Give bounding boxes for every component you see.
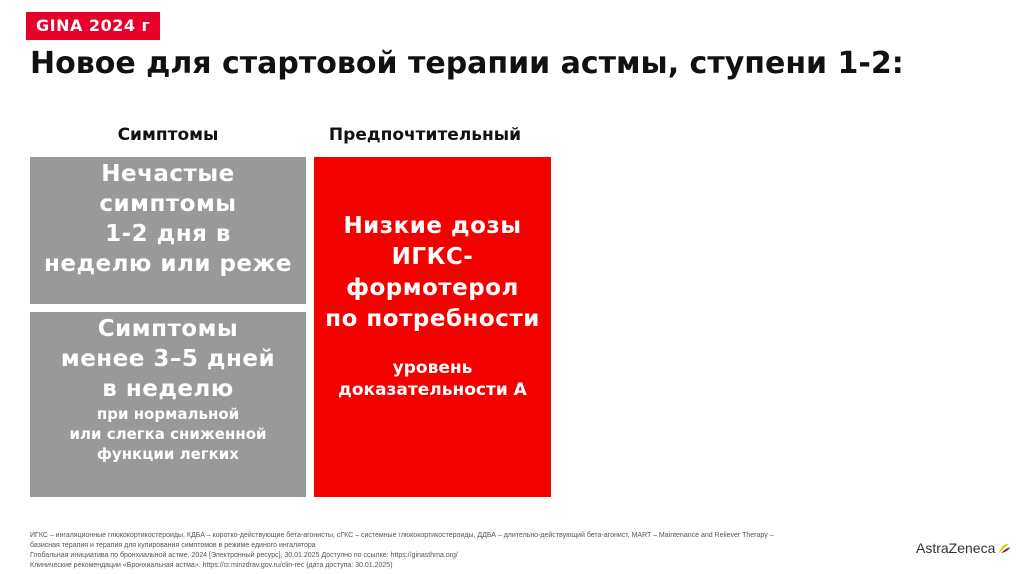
evidence-level bbox=[314, 357, 551, 401]
infrequent-symptoms-box bbox=[30, 157, 306, 304]
therapy-line: ИГКС- bbox=[391, 244, 474, 270]
symptoms-header: Симптомы bbox=[117, 125, 219, 145]
box2-detail-line: при нормальной bbox=[96, 405, 240, 423]
abbreviations-note: ИГКС – ингаляционные глюкокортикостероиды, КДБА – коротко-действующие бета-агонисты, сГКС – системные глюкокортикостероиды, ДДБА – длительно-действующий бета-агонист, MART – Maintenance and Reliever Therapy – базисная терапия и терапия для купирования симптомов в режиме единого ингалятора bbox=[30, 532, 774, 549]
box1-line: неделю или реже bbox=[43, 251, 292, 277]
footnotes bbox=[30, 531, 790, 571]
page-title: Новое для стартовой терапии астмы, ступени 1-2: bbox=[30, 46, 904, 81]
evidence-line: доказательности А bbox=[338, 380, 527, 400]
box1-line: 1-2 дня в bbox=[105, 221, 231, 247]
box2-detail-line: или слегка сниженной bbox=[69, 425, 267, 443]
preferred-therapy-box bbox=[314, 157, 551, 497]
frequent-symptoms-box bbox=[30, 312, 306, 497]
preferred-header: Предпочтительный bbox=[328, 125, 522, 145]
box1-line: Нечастые bbox=[101, 161, 235, 187]
box2-line: в неделю bbox=[102, 376, 234, 402]
box1-line: симптомы bbox=[99, 191, 237, 217]
logo-text: AstraZeneca bbox=[916, 540, 996, 556]
evidence-line: уровень bbox=[392, 358, 473, 378]
therapy-line: по потребности bbox=[325, 306, 540, 332]
box2-line: менее 3–5 дней bbox=[60, 346, 276, 372]
therapy-line: формотерол bbox=[346, 275, 519, 301]
box2-line: Симптомы bbox=[97, 316, 239, 342]
box2-detail-line: функции легких bbox=[97, 445, 239, 463]
therapy-line: Низкие дозы bbox=[343, 213, 522, 239]
astrazeneca-swirl-icon bbox=[997, 541, 1011, 555]
clinical-guidelines-reference: Клинические рекомендации «Бронхиальная астма». https://cr.minzdrav.gov.ru/clin-rec (дата доступа: 30.01.2025) bbox=[30, 562, 393, 569]
gina-badge: GINA 2024 г bbox=[26, 12, 160, 40]
astrazeneca-logo bbox=[916, 540, 1011, 556]
gina-reference: Глобальная инициатива по бронхиальной астме, 2024 [Электронный ресурс], 30.01.2025 Доступно по ссылке: https://ginasthma.org/ bbox=[30, 552, 458, 559]
